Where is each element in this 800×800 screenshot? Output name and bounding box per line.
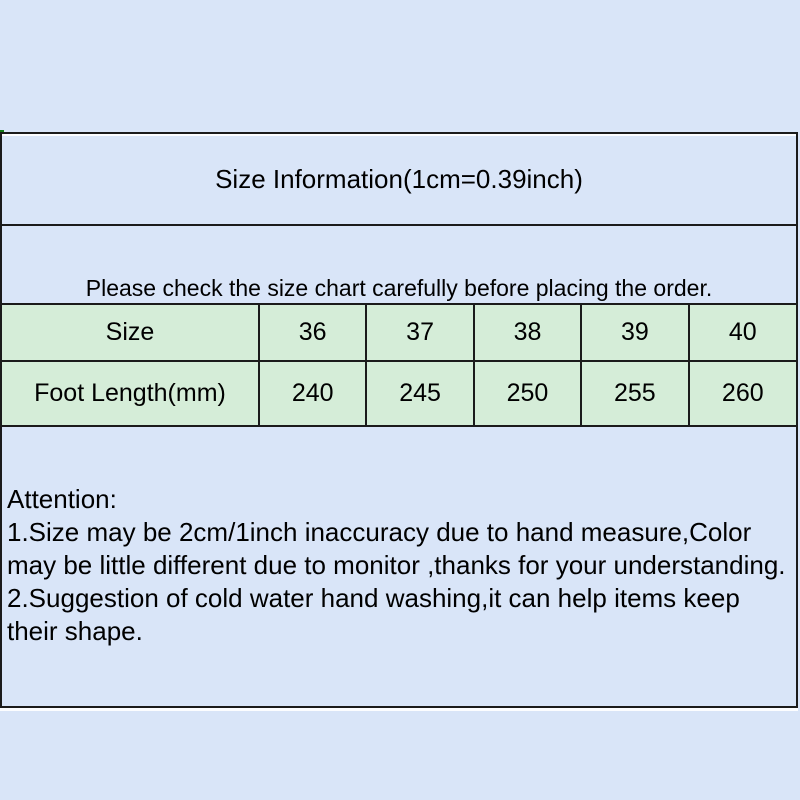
size-table-cell: 245	[366, 361, 473, 426]
size-table-row-label: Size	[2, 304, 259, 361]
attention-line: 2.Suggestion of cold water hand washing,it can help items keep	[7, 583, 740, 613]
attention-line: their shape.	[7, 616, 143, 646]
attention-block	[2, 427, 796, 706]
size-table-cell: 36	[259, 304, 366, 361]
size-information-panel	[0, 132, 798, 708]
panel-title-row	[2, 134, 796, 226]
size-table-row-size	[2, 304, 796, 361]
size-table-cell: 240	[259, 361, 366, 426]
size-table-cell: 38	[474, 304, 581, 361]
size-table	[2, 303, 796, 427]
attention-line: 1.Size may be 2cm/1inch inaccuracy due to hand measure,Color	[7, 517, 752, 547]
size-table-row-foot-length	[2, 361, 796, 426]
attention-line: may be little different due to monitor ,thanks for your understanding.	[7, 550, 786, 580]
notice-text: Please check the size chart carefully before placing the order.	[85, 275, 713, 301]
attention-heading: Attention:	[7, 484, 117, 514]
notice-row	[2, 226, 796, 303]
size-table-cell: 260	[689, 361, 796, 426]
size-table-cell: 37	[366, 304, 473, 361]
size-table-cell: 255	[581, 361, 688, 426]
size-table-row-label: Foot Length(mm)	[2, 361, 259, 426]
panel-title: Size Information(1cm=0.39inch)	[215, 163, 583, 194]
size-table-cell: 40	[689, 304, 796, 361]
size-table-cell: 250	[474, 361, 581, 426]
size-table-cell: 39	[581, 304, 688, 361]
